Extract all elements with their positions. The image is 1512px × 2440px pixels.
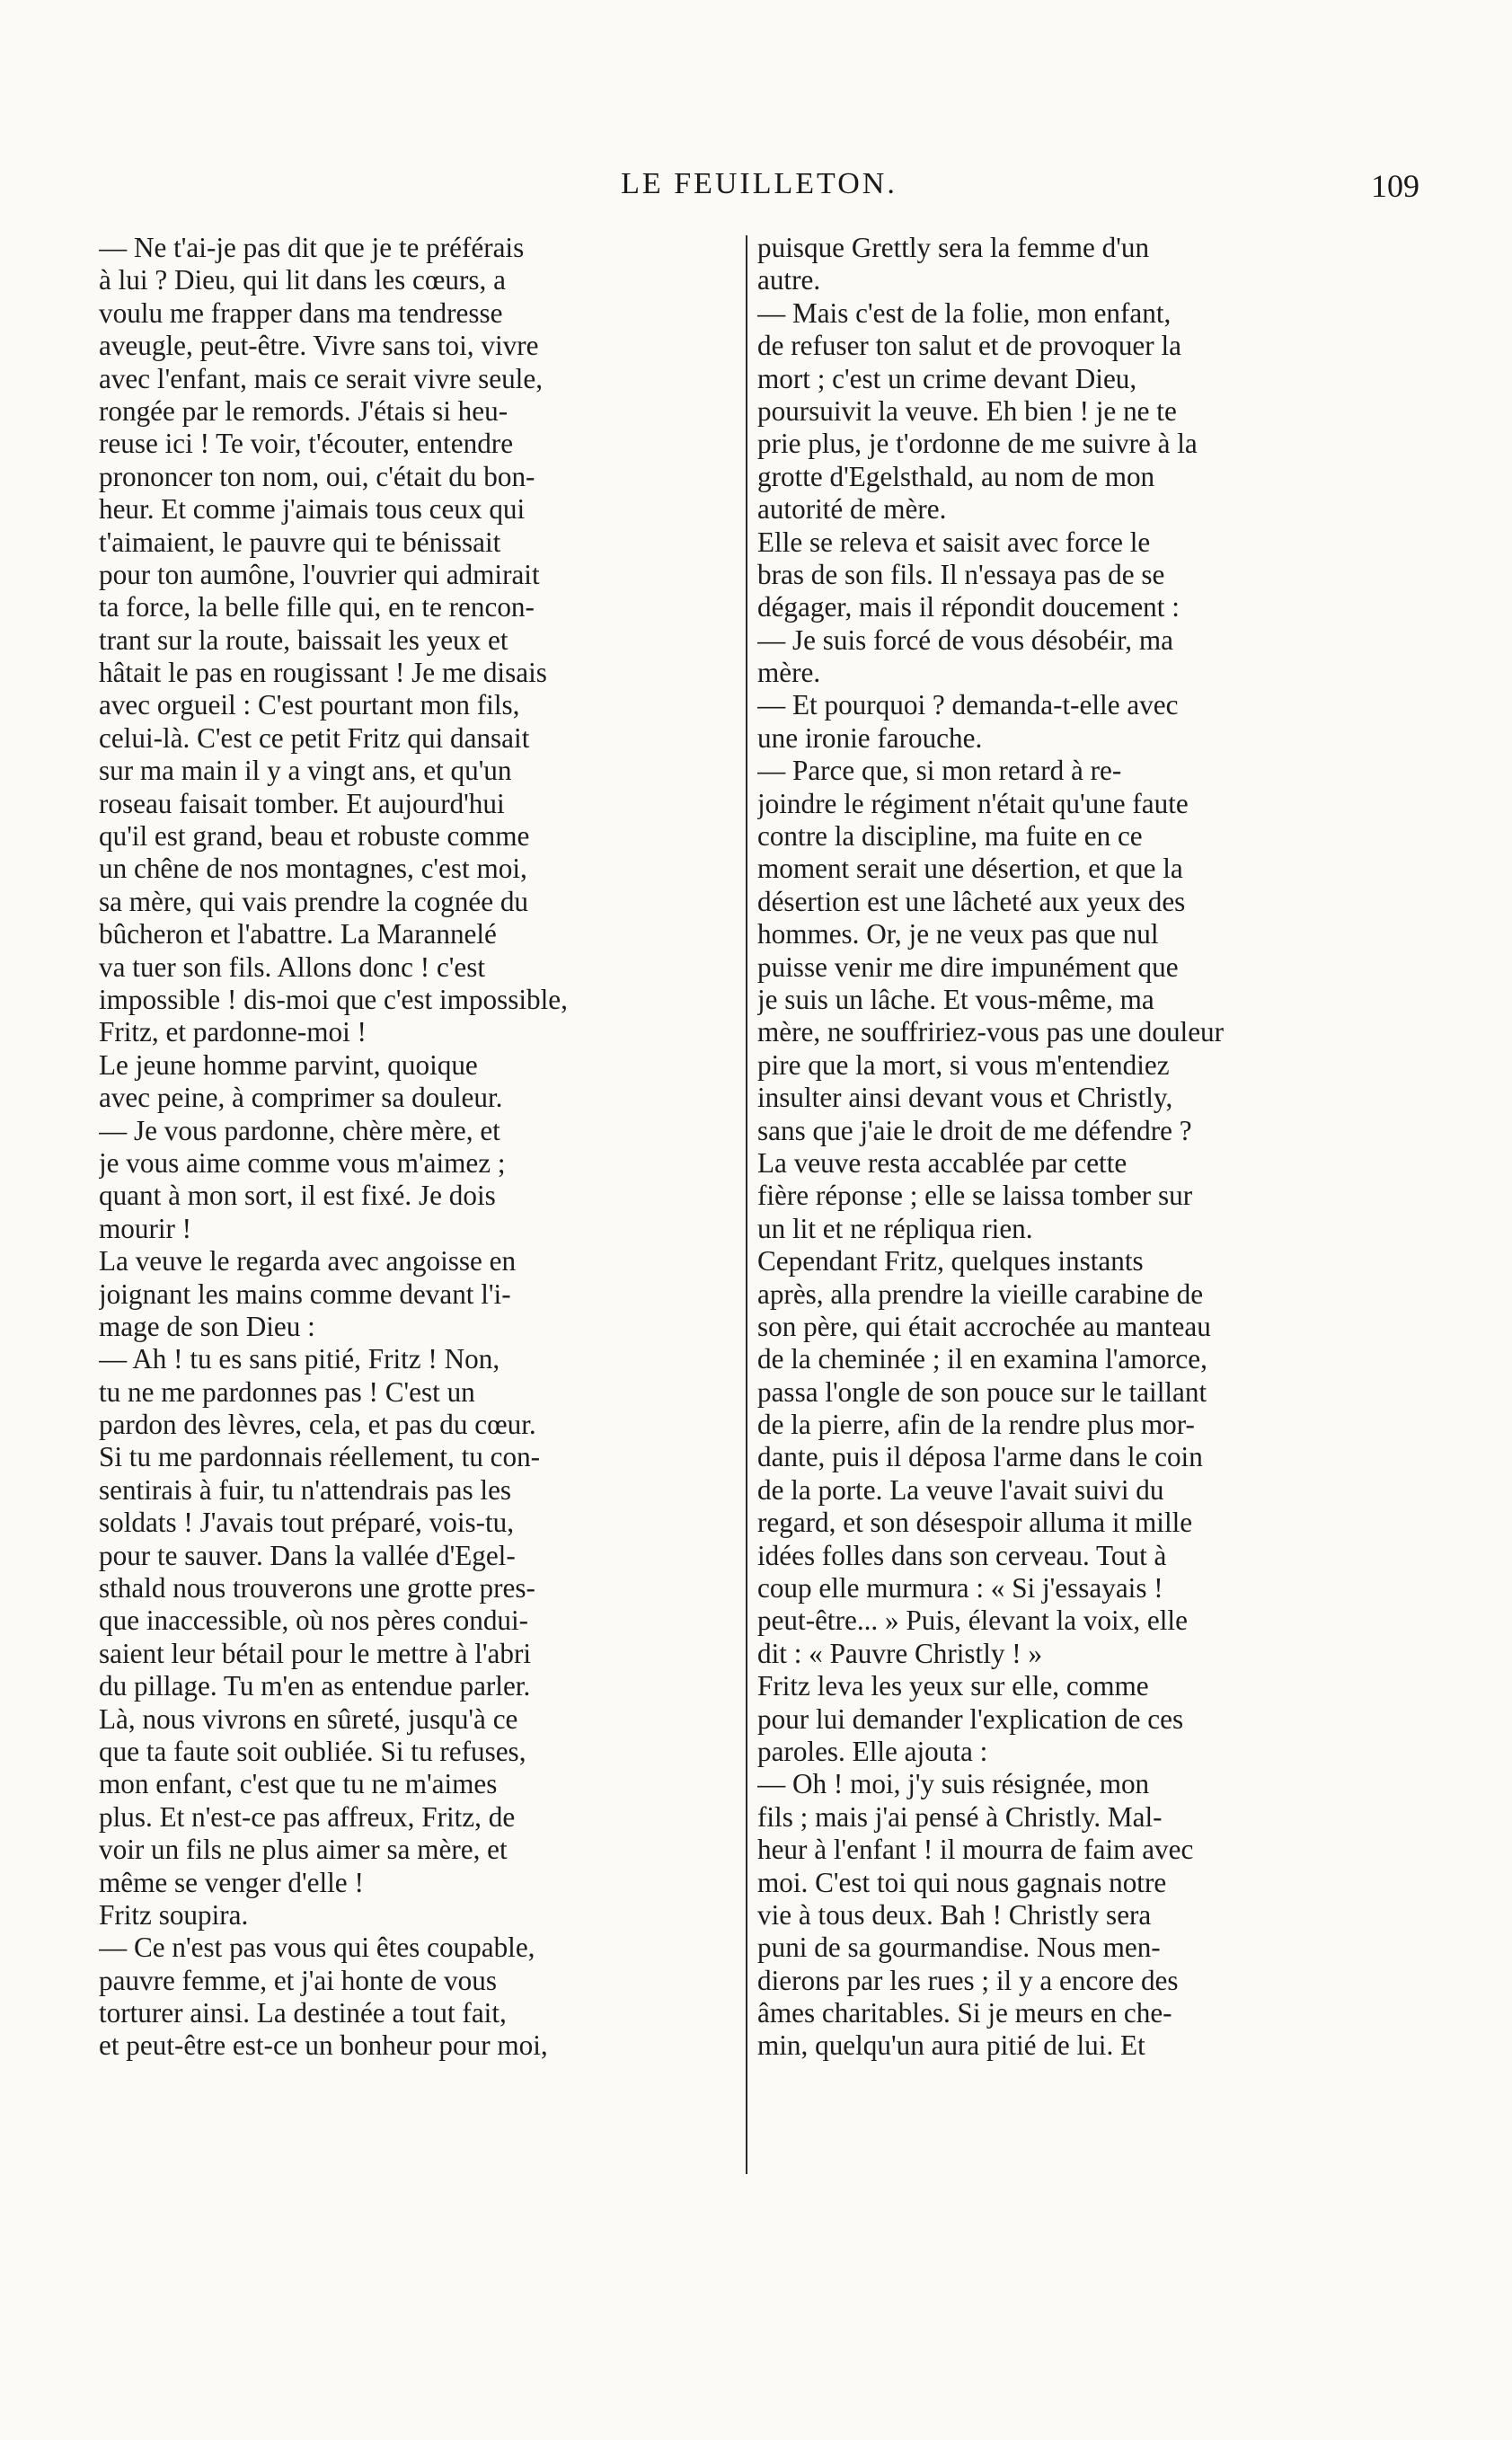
text-line: regard, et son désespoir alluma it mille [757,1507,1193,1539]
text-line: t'aimaient, le pauvre qui te bénissait [99,526,501,558]
text-line: dégager, mais il répondit doucement : [757,591,1180,623]
text-line: fils ; mais j'ai pensé à Christly. Mal- [757,1800,1163,1833]
text-line: voulu me frapper dans ma tendresse [99,296,503,329]
text-line: Cependant Fritz, quelques instants [757,1245,1144,1277]
text-line: autre. [757,264,821,296]
text-line: je vous aime comme vous m'aimez ; [99,1146,506,1179]
text-line: désertion est une lâcheté aux yeux des [757,885,1186,917]
text-line: Elle se releva et saisit avec force le [757,526,1151,558]
text-line: à lui ? Dieu, qui lit dans les cœurs, a [99,264,506,296]
text-line: prononcer ton nom, oui, c'était du bon- [99,460,535,492]
column-divider [746,235,747,2174]
text-line: — Ce n'est pas vous qui êtes coupable, [99,1932,535,1964]
text-line: avec l'enfant, mais ce serait vivre seule, [99,362,543,394]
text-line: avec peine, à comprimer sa douleur. [99,1082,503,1114]
text-line: dierons par les rues ; il y a encore des [757,1964,1179,1996]
text-line: puni de sa gourmandise. Nous men- [757,1932,1161,1964]
text-line: bras de son fils. Il n'essaya pas de se [757,558,1165,590]
text-line: joignant les mains comme devant l'i- [99,1277,511,1310]
right-column [757,232,1399,2063]
text-line: de la pierre, afin de la rendre plus mor- [757,1409,1195,1441]
text-line: que inaccessible, où nos pères condui- [99,1605,529,1637]
text-line: de la porte. La veuve l'avait suivi du [757,1473,1164,1506]
text-line: sthald nous trouverons une grotte pres- [99,1572,535,1605]
text-line: une ironie farouche. [757,721,983,754]
text-line: je suis un lâche. Et vous-même, ma [757,983,1154,1015]
text-line: Le jeune homme parvint, quoique [99,1048,478,1081]
text-line: Fritz leva les yeux sur elle, comme [757,1670,1149,1702]
text-line: moi. C'est toi qui nous gagnais notre [757,1866,1167,1898]
text-line: — Ah ! tu es sans pitié, Fritz ! Non, [99,1343,500,1375]
text-line: un lit et ne répliqua rien. [757,1212,1033,1244]
text-line: mère. [757,657,821,689]
text-line: impossible ! dis-moi que c'est impossible, [99,983,568,1015]
text-line: qu'il est grand, beau et robuste comme [99,820,530,853]
page-number: 109 [1371,168,1419,204]
text-line: reuse ici ! Te voir, t'écouter, entendre [99,428,514,460]
text-line: de refuser ton salut et de provoquer la [757,330,1181,362]
text-line: aveugle, peut-être. Vivre sans toi, vivre [99,330,539,362]
running-title: LE FEUILLETON. [621,167,897,200]
text-line: roseau faisait tomber. Et aujourd'hui [99,787,505,819]
text-line: — Mais c'est de la folie, mon enfant, [757,296,1172,329]
text-line: pour lui demander l'explication de ces [757,1702,1184,1735]
text-line: dante, puis il déposa l'arme dans le coin [757,1441,1203,1473]
text-line: min, quelqu'un aura pitié de lui. Et [757,2029,1145,2062]
text-line: mort ; c'est un crime devant Dieu, [757,362,1137,394]
text-line: Là, nous vivrons en sûreté, jusqu'à ce [99,1702,518,1735]
text-line: après, alla prendre la vieille carabine de [757,1277,1204,1310]
text-line: heur. Et comme j'aimais tous ceux qui [99,493,526,526]
text-line: son père, qui était accrochée au manteau [757,1310,1211,1342]
text-line: trant sur la route, baissait les yeux et [99,623,508,656]
text-line: sans que j'aie le droit de me défendre ? [757,1114,1192,1146]
text-line: idées folles dans son cerveau. Tout à [757,1539,1167,1571]
text-line: insulter ainsi devant vous et Christly, [757,1082,1173,1114]
text-line: mage de son Dieu : [99,1310,315,1342]
text-line: âmes charitables. Si je meurs en che- [757,1997,1172,2029]
text-line: grotte d'Egelsthald, au nom de mon [757,460,1155,492]
text-line: contre la discipline, ma fuite en ce [757,820,1143,853]
text-line: et peut-être est-ce un bonheur pour moi, [99,2029,548,2062]
text-line: vie à tous deux. Bah ! Christly sera [757,1898,1152,1931]
text-line: de la cheminée ; il en examina l'amorce, [757,1343,1207,1375]
text-line: Fritz soupira. [99,1898,249,1931]
text-line: sur ma main il y a vingt ans, et qu'un [99,755,512,787]
text-line: bûcheron et l'abattre. La Marannelé [99,918,497,950]
text-line: saient leur bétail pour le mettre à l'abri [99,1637,532,1669]
text-line: mourir ! [99,1212,192,1244]
text-line: autorité de mère. [757,493,947,526]
text-line: — Oh ! moi, j'y suis résignée, mon [757,1768,1150,1800]
text-line: plus. Et n'est-ce pas affreux, Fritz, de [99,1800,516,1833]
text-line: — Je vous pardonne, chère mère, et [99,1114,500,1146]
text-line: mon enfant, c'est que tu ne m'aimes [99,1768,498,1800]
text-line: mère, ne souffririez-vous pas une douleur [757,1016,1225,1048]
text-line: — Je suis forcé de vous désobéir, ma [757,623,1173,656]
text-line: — Et pourquoi ? demanda-t-elle avec [757,689,1179,721]
text-line: pardon des lèvres, cela, et pas du cœur. [99,1409,536,1441]
running-head [99,162,1419,216]
text-line: torturer ainsi. La destinée a tout fait, [99,1997,507,2029]
text-line: coup elle murmura : « Si j'essayais ! [757,1572,1163,1605]
left-column [99,232,740,2063]
text-line: La veuve le regarda avec angoisse en [99,1245,517,1277]
text-line: prie plus, je t'ordonne de me suivre à la [757,428,1198,460]
text-line: passa l'ongle de son pouce sur le taillant [757,1375,1207,1408]
text-line: fière réponse ; elle se laissa tomber sur [757,1180,1193,1212]
text-line: du pillage. Tu m'en as entendue parler. [99,1670,531,1702]
text-line: même se venger d'elle ! [99,1866,364,1898]
text-line: moment serait une désertion, et que la [757,853,1183,885]
text-line: que ta faute soit oubliée. Si tu refuses, [99,1735,526,1767]
text-line: — Parce que, si mon retard à re- [757,755,1122,787]
text-line: avec orgueil : C'est pourtant mon fils, [99,689,520,721]
text-line: va tuer son fils. Allons donc ! c'est [99,950,486,983]
text-line: — Ne t'ai-je pas dit que je te préférais [99,232,525,263]
text-line: tu ne me pardonnes pas ! C'est un [99,1375,475,1408]
text-line: dit : « Pauvre Christly ! » [757,1637,1043,1669]
text-line: hâtait le pas en rougissant ! Je me disais [99,657,547,689]
text-line: pire que la mort, si vous m'entendiez [757,1048,1170,1081]
text-line: peut-être... » Puis, élevant la voix, elle [757,1605,1188,1637]
text-line: celui-là. C'est ce petit Fritz qui dansait [99,721,530,754]
text-line: voir un fils ne plus aimer sa mère, et [99,1834,508,1866]
text-line: poursuivit la veuve. Eh bien ! je ne te [757,394,1177,427]
text-line: pour te sauver. Dans la vallée d'Egel- [99,1539,516,1571]
text-line: quant à mon sort, il est fixé. Je dois [99,1180,496,1212]
text-line: pour ton aumône, l'ouvrier qui admirait [99,558,540,590]
text-line: joindre le régiment n'était qu'une faute [757,787,1189,819]
text-line: puisse venir me dire impunément que [757,950,1179,983]
text-line: soldats ! J'avais tout préparé, vois-tu, [99,1507,515,1539]
text-line: Si tu me pardonnais réellement, tu con- [99,1441,541,1473]
text-line: paroles. Elle ajouta : [757,1735,988,1767]
text-line: sentirais à fuir, tu n'attendrais pas les [99,1473,512,1506]
text-line: sa mère, qui vais prendre la cognée du [99,885,529,917]
text-line: hommes. Or, je ne veux pas que nul [757,918,1159,950]
text-line: puisque Grettly sera la femme d'un [757,232,1150,263]
text-line: rongée par le remords. J'étais si heu- [99,394,508,427]
text-line: ta force, la belle fille qui, en te rencon- [99,591,535,623]
text-line: La veuve resta accablée par cette [757,1146,1127,1179]
text-line: un chêne de nos montagnes, c'est moi, [99,853,527,885]
text-line: Fritz, et pardonne-moi ! [99,1016,367,1048]
text-line: heur à l'enfant ! il mourra de faim avec [757,1834,1194,1866]
text-line: pauvre femme, et j'ai honte de vous [99,1964,497,1996]
